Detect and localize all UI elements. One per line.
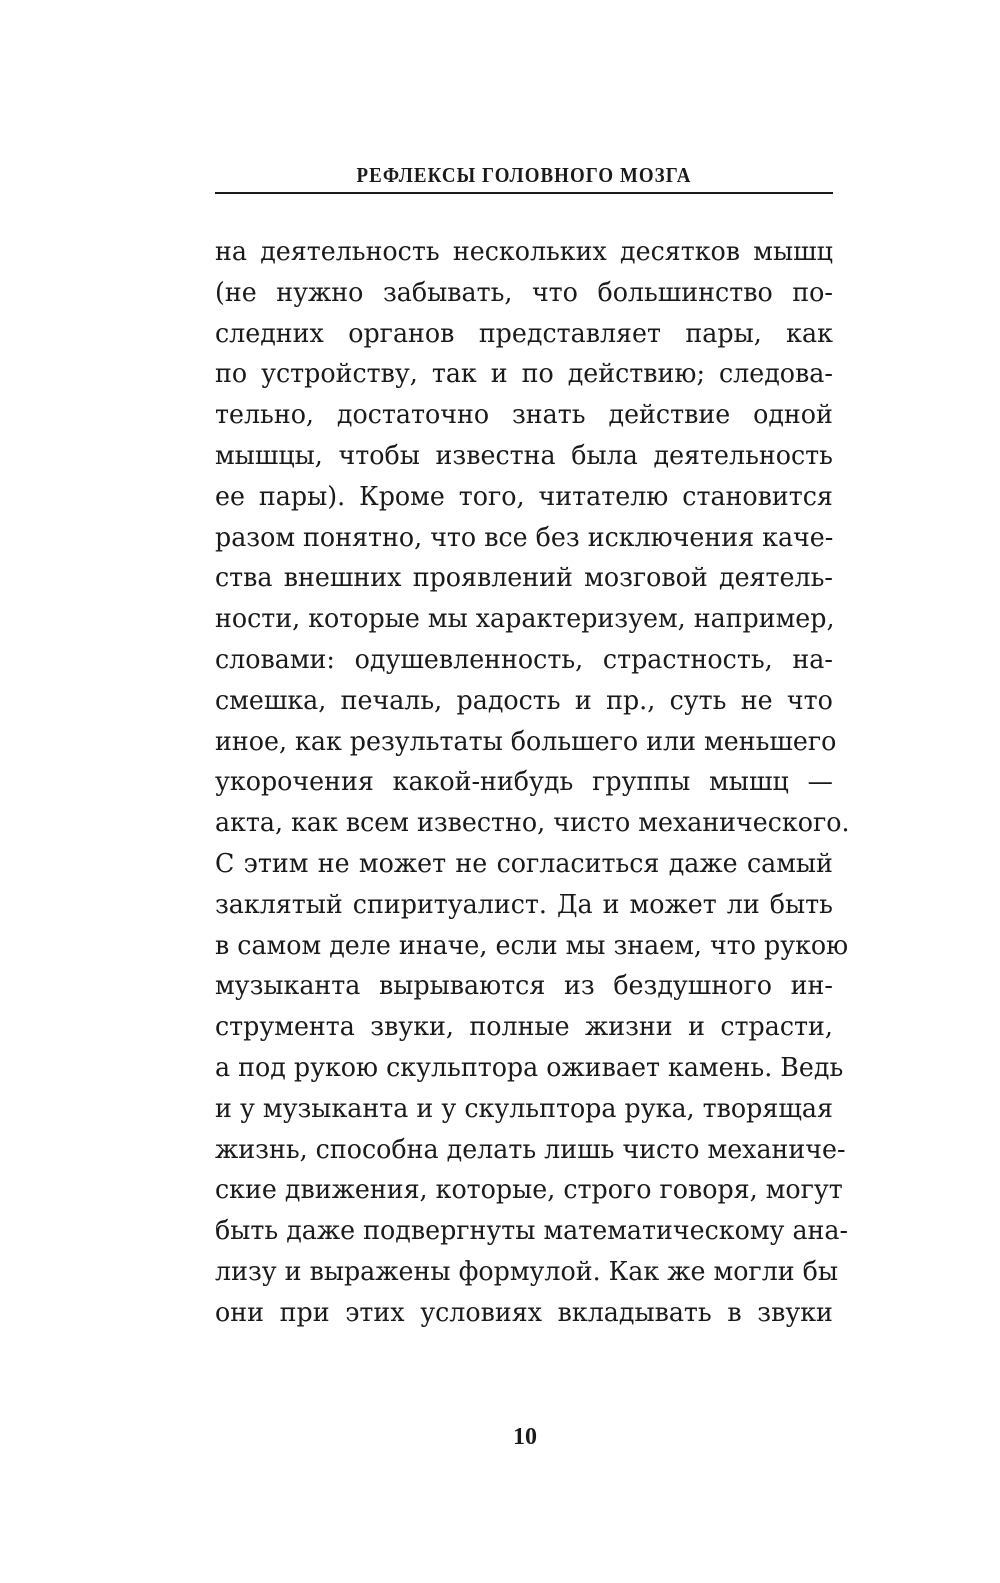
text-line: а под рукою скульптора оживает камень. Ведь [215, 1051, 844, 1083]
text-line: заклятый спиритуалист. Да и может ли быть [215, 888, 833, 920]
text-line: они при этих условиях вкладывать в звуки [215, 1296, 833, 1328]
text-line: разом понятно, что все без исключения каче- [215, 521, 834, 553]
text-line: укорочения какой-нибудь группы мышц — [215, 766, 833, 798]
body-text [215, 232, 850, 1334]
running-head: РЕФЛЕКСЫ ГОЛОВНОГО МОЗГА [356, 163, 692, 187]
text-line: тельно, достаточно знать действие одной [215, 399, 833, 431]
text-line: лизу и выражены формулой. Как же могли бы [215, 1255, 839, 1287]
text-line: (не нужно забывать, что большинство по- [215, 276, 833, 308]
text-line: смешка, печаль, радость и пр., суть не что [215, 684, 833, 716]
text-line: ские движения, которые, строго говоря, могут [215, 1174, 843, 1206]
text-line: ности, которые мы характеризуем, например, [215, 603, 835, 635]
text-line: и у музыканта и у скульптора рука, творящая [215, 1092, 833, 1124]
header-rule [215, 192, 833, 194]
text-line: музыканта вырываются из бездушного ин- [215, 970, 833, 1002]
text-line: ства внешних проявлений мозговой деятель- [215, 562, 833, 594]
text-line: следних органов представляет пары, как [215, 317, 833, 349]
text-line: струмента звуки, полные жизни и страсти, [215, 1011, 833, 1043]
text-line: жизнь, способна делать лишь чисто механиче- [215, 1133, 846, 1165]
text-line: на деятельность нескольких десятков мышц [215, 236, 833, 267]
page-number: 10 [513, 1424, 537, 1450]
text-line: по устройству, так и по действию; следова- [215, 358, 833, 390]
text-line: С этим не может не согласиться даже самый [215, 847, 833, 879]
text-line: мышцы, чтобы известна была деятельность [215, 439, 833, 471]
text-line: ее пары). Кроме того, читателю становится [215, 480, 833, 512]
text-line: иное, как результаты большего или меньшего [215, 725, 837, 757]
text-line: словами: одушевленность, страстность, на- [215, 643, 833, 675]
text-line: быть даже подвергнуты математическому ана- [215, 1215, 849, 1247]
text-line: акта, как всем известно, чисто механического. [215, 807, 850, 839]
text-line: в самом деле иначе, если мы знаем, что рукою [215, 929, 849, 961]
